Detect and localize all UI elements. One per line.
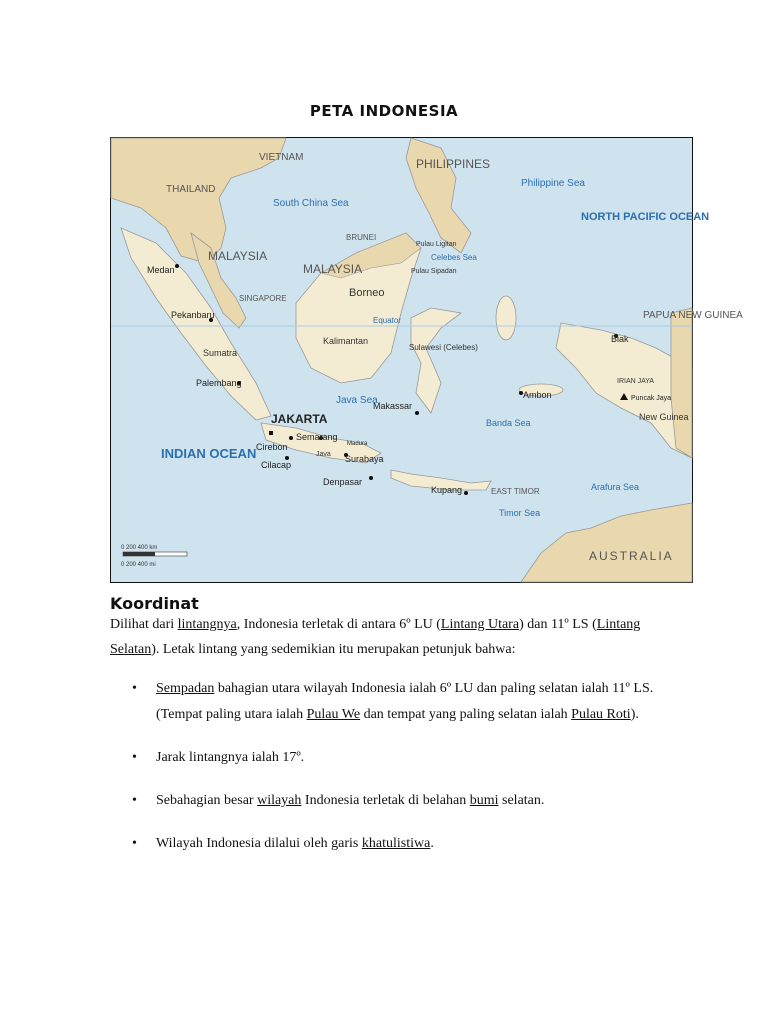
city-cirebon: Cirebon [256, 442, 288, 452]
scale-km: 0 200 400 km [121, 545, 158, 551]
scale-mi: 0 200 400 mi [121, 562, 156, 568]
link-lintang-utara[interactable]: Lintang Utara [440, 617, 520, 632]
label-philippine-sea: Philippine Sea [521, 178, 585, 189]
list-item [110, 788, 670, 814]
item-text: Wilayah Indonesia dilalui oleh garis [156, 836, 362, 851]
intro-paragraph [110, 612, 670, 662]
city-ambon: Ambon [523, 390, 552, 400]
sulawesi-land [411, 308, 461, 413]
link-lintang-selatan[interactable]: Lintang Selatan [110, 617, 641, 657]
label-arafura-sea: Arafura Sea [591, 482, 640, 492]
label-pulau-sipadan: Pulau Sipadan [411, 268, 457, 275]
label-malaysia-2: MALAYSIA [303, 262, 363, 276]
city-medan: Medan [147, 265, 175, 275]
item-text: ). [630, 707, 639, 722]
item-text: Jarak lintangnya ialah 17º. [156, 750, 305, 765]
label-east-timor: EAST TIMOR [491, 487, 540, 496]
para-text: ). Letak lintang yang sedemikian itu merupakan petunjuk bahwa: [151, 642, 516, 657]
city-palembang: Palembang [196, 378, 242, 388]
label-north-pacific-ocean: NORTH PACIFIC OCEAN [581, 211, 710, 223]
label-vietnam: VIETNAM [259, 152, 304, 163]
indonesia-map [110, 137, 743, 583]
link-khatulistiwa[interactable]: khatulistiwa [361, 836, 431, 851]
para-text: ) dan 11º LS ( [519, 617, 597, 632]
page-title: PETA INDONESIA [309, 102, 459, 120]
label-borneo: Borneo [349, 287, 385, 299]
label-java-sea: Java Sea [336, 395, 378, 406]
label-south-china-sea: South China Sea [273, 198, 349, 209]
label-sumatra: Sumatra [203, 348, 238, 358]
city-surabaya: Surabaya [345, 454, 384, 464]
link-lintangnya[interactable]: lintangnya [177, 617, 237, 632]
item-text: selatan. [498, 793, 545, 808]
list-item [110, 831, 670, 857]
label-banda-sea: Banda Sea [486, 418, 531, 428]
item-text: Indonesia terletak di belahan [301, 793, 470, 808]
label-equator: Equator [373, 316, 402, 325]
city-biak: Biak [611, 334, 629, 344]
label-new-guinea: New Guinea [639, 412, 689, 422]
label-sulawesi: Sulawesi (Celebes) [409, 343, 478, 352]
label-timor-sea: Timor Sea [499, 508, 541, 518]
label-australia: AUSTRALIA [589, 549, 674, 563]
label-pulau-ligitan: Pulau Ligitan [416, 241, 457, 248]
link-bumi[interactable]: bumi [469, 793, 499, 808]
maluku-island [496, 296, 516, 340]
city-semarang: Semarang [296, 432, 338, 442]
list-item [110, 676, 670, 728]
label-philippines: PHILIPPINES [416, 157, 491, 171]
list-item [110, 745, 670, 771]
label-brunei: BRUNEI [346, 233, 377, 242]
city-denpasar: Denpasar [323, 477, 363, 487]
map-scale [121, 545, 187, 568]
city-jakarta: JAKARTA [271, 412, 328, 426]
city-cilacap: Cilacap [261, 460, 292, 470]
link-sempadan[interactable]: Sempadan [156, 681, 215, 696]
item-text: bahagian utara wilayah Indonesia ialah 6º LU dan paling selatan ialah 11º LS. (Tempat paling utara ialah [156, 681, 654, 722]
label-irian-jaya: IRIAN JAYA [617, 378, 655, 385]
section-heading: Koordinat [110, 594, 199, 613]
link-wilayah[interactable]: wilayah [257, 793, 302, 808]
item-text: Sebahagian besar [156, 793, 258, 808]
label-papua-new-guinea: PAPUA NEW GUINEA [643, 310, 743, 321]
bullet-list [110, 676, 670, 874]
label-java: Java [316, 451, 331, 458]
city-kupang: Kupang [431, 485, 463, 495]
city-makassar: Makassar [373, 401, 413, 411]
city-puncak-jaya: Puncak Jaya [631, 395, 672, 402]
label-indian-ocean: INDIAN OCEAN [161, 446, 257, 461]
australia-land [521, 503, 692, 582]
link-pulau-roti[interactable]: Pulau Roti [571, 707, 631, 722]
item-text: . [430, 836, 434, 851]
item-text: dan tempat yang paling selatan ialah [360, 707, 572, 722]
label-singapore: SINGAPORE [239, 294, 287, 303]
philippines-land [406, 138, 471, 253]
city-madura: Madura [347, 441, 368, 447]
link-pulau-we[interactable]: Pulau We [306, 707, 361, 722]
label-malaysia-1: MALAYSIA [208, 249, 268, 263]
label-celebes-sea: Celebes Sea [431, 253, 477, 262]
map-graphic [111, 138, 743, 582]
label-kalimantan: Kalimantan [323, 336, 369, 346]
city-pekanbaru: Pekanbaru [171, 310, 215, 320]
label-thailand: THAILAND [166, 184, 216, 195]
para-text: Dilihat dari [110, 617, 178, 632]
para-text: , Indonesia terletak di antara 6º LU ( [236, 617, 441, 632]
